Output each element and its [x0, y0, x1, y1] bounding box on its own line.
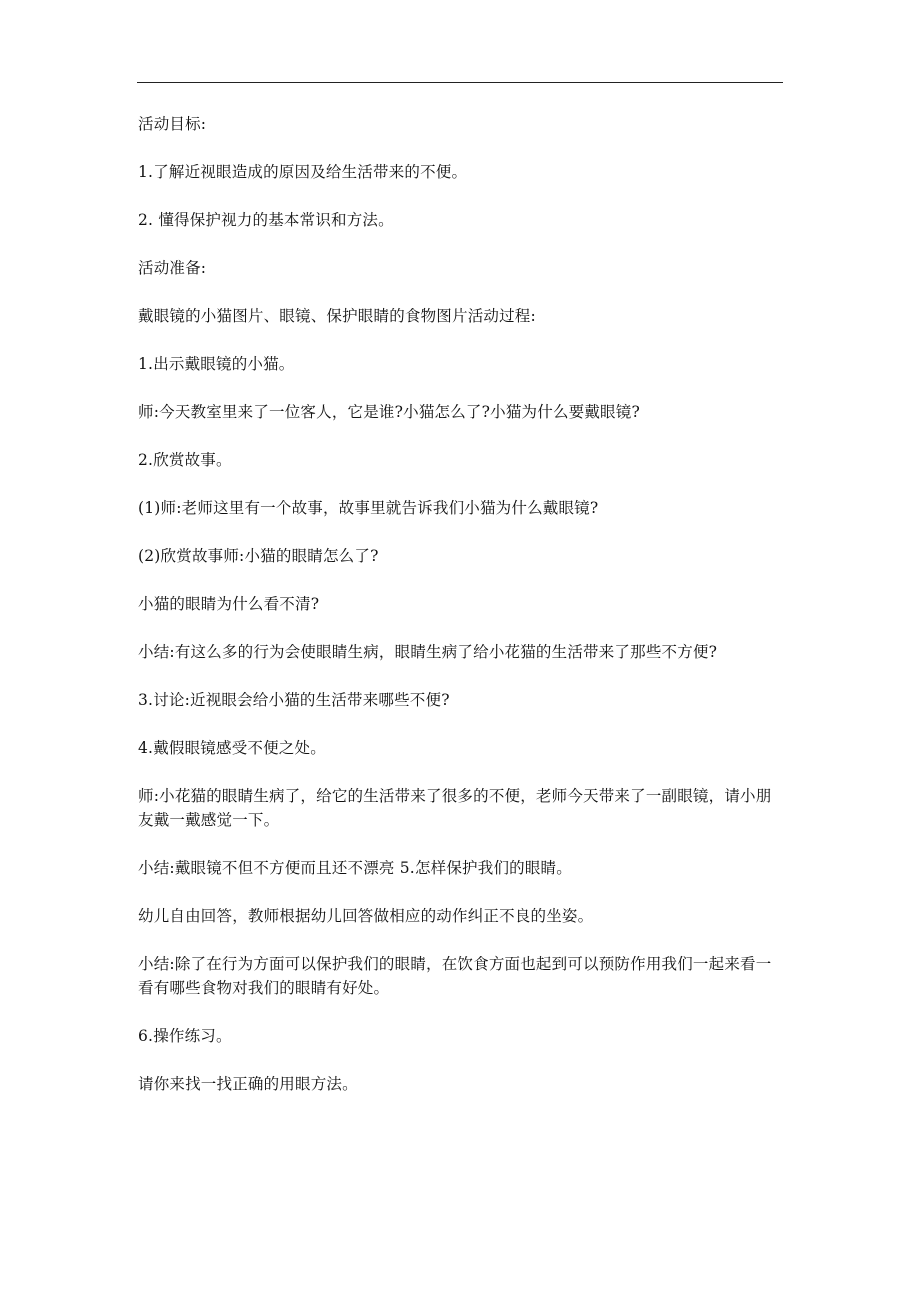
- paragraph: (1)师:老师这里有一个故事，故事里就告诉我们小猫为什么戴眼镜?: [138, 499, 599, 517]
- summary-paragraph: 小结:戴眼镜不但不方便而且还不漂亮 5.怎样保护我们的眼睛。: [138, 859, 572, 877]
- paragraph: 请你来找一找正确的用眼方法。: [138, 1075, 358, 1093]
- paragraph: 师:小花猫的眼睛生病了，给它的生活带来了很多的不便，老师今天带来了一副眼镜，请小朋友戴一戴感觉一下。: [138, 787, 772, 829]
- preparation-text: 戴眼镜的小猫图片、眼镜、保护眼睛的食物图片活动过程:: [138, 307, 536, 325]
- summary-paragraph: 小结:有这么多的行为会使眼睛生病，眼睛生病了给小花猫的生活带来了那些不方便?: [138, 643, 718, 661]
- paragraph: (2)欣赏故事师:小猫的眼睛怎么了?: [138, 547, 379, 565]
- section-heading-preparation: 活动准备:: [138, 259, 207, 277]
- step-2: 2.欣赏故事。: [138, 451, 232, 469]
- section-heading-goals: 活动目标:: [138, 115, 207, 133]
- paragraph: 师:今天教室里来了一位客人，它是谁?小猫怎么了?小猫为什么要戴眼镜?: [138, 403, 640, 421]
- summary-paragraph: 小结:除了在行为方面可以保护我们的眼睛，在饮食方面也起到可以预防作用我们一起来看一看有哪些食物对我们的眼睛有好处。: [138, 955, 772, 997]
- step-4: 4.戴假眼镜感受不便之处。: [138, 739, 326, 757]
- step-3: 3.讨论:近视眼会给小猫的生活带来哪些不便?: [138, 691, 450, 709]
- header-rule: [137, 82, 783, 83]
- document-body: [138, 112, 786, 1120]
- paragraph: 小猫的眼睛为什么看不清?: [138, 595, 320, 613]
- goal-item-2: 2. 懂得保护视力的基本常识和方法。: [138, 211, 394, 229]
- step-6: 6.操作练习。: [138, 1027, 232, 1045]
- paragraph: 幼儿自由回答，教师根据幼儿回答做相应的动作纠正不良的坐姿。: [138, 907, 594, 925]
- goal-item-1: 1.了解近视眼造成的原因及给生活带来的不便。: [138, 163, 468, 181]
- step-1: 1.出示戴眼镜的小猫。: [138, 355, 295, 373]
